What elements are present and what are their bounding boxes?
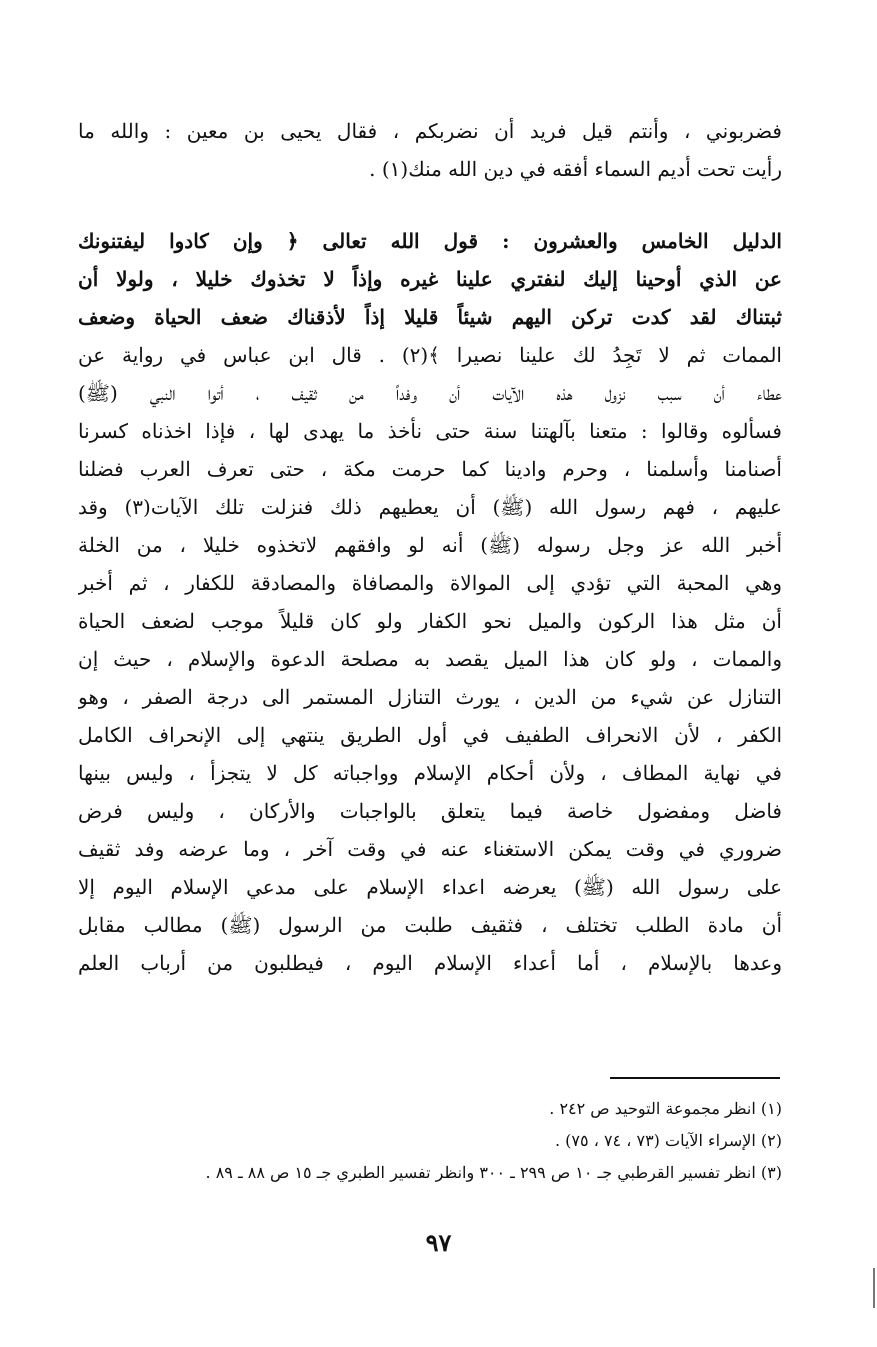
body-line: أن مادة الطلب تختلف ، فثقيف طلبت من الرسول (ﷺ) مطالب مقابل (78, 913, 782, 937)
footnotes (78, 1093, 782, 1189)
scan-edge-mark (873, 1268, 875, 1308)
body-line: فسألوه وقالوا : متعنا بآلهتنا سنة حتى نأخذ ما يهدى لها ، فإذا اخذناه كسرنا (78, 419, 782, 443)
body-line: على رسول الله (ﷺ) يعرضه اعداء الإسلام على مدعي الإسلام اليوم إلا (78, 875, 782, 899)
body-line: ضروري في وقت يمكن الاستغناء عنه في وقت آخر ، وما عرضه وفد ثقيف (78, 837, 782, 861)
body-line: أصنامنا وأسلمنا ، وحرم وادينا كما حرمت مكة ، حتى تعرف العرب فضلنا (78, 457, 782, 481)
body-line: والممات ، ولو كان هذا الميل يقصد به مصلحة الدعوة والإسلام ، حيث إن (78, 647, 782, 671)
body-line: عليهم ، فهم رسول الله (ﷺ) أن يعطيهم ذلك فنزلت تلك الآيات(٣) وقد (78, 495, 782, 519)
body-line: أن مثل هذا الركون والميل نحو الكفار ولو كان قليلاً موجب لضعف الحياة (78, 609, 782, 633)
body-line: وهي المحبة التي تؤدي إلى الموالاة والمصافاة والمصادقة للكفار ، ثم أخبر (78, 571, 782, 595)
footnote-divider (610, 1077, 780, 1079)
body-line: عطاء أن سبب نزول هذه الآيات أن وفداً من ثقيف ، أتوا النبي (ﷺ) (78, 381, 782, 405)
body-line: الممات ثم لا تَجِدُ لك علينا نصيرا ﴾(٢) . قال ابن عباس في رواية عن (78, 343, 782, 367)
body-line: فاضل ومفضول خاصة فيما يتعلق بالواجبات والأركان ، وليس فرض (78, 799, 782, 823)
body-line: الكفر ، لأن الانحراف الطفيف في أول الطريق ينتهي إلى الإنحراف الكامل (78, 723, 782, 747)
body-line: التنازل عن شيء من الدين ، يورث التنازل المستمر الى درجة الصفر ، وهو (78, 685, 782, 709)
body-line: عن الذي أوحينا إليك لنفتري علينا غيره وإذاً لا تخذوك خليلا ، ولولا أن (78, 267, 782, 291)
footnote: (٣) انظر تفسير القرطبي جـ ١٠ ص ٢٩٩ ـ ٣٠٠ وانظر تفسير الطبري جـ ١٥ ص ٨٨ ـ ٨٩ . (205, 1163, 782, 1182)
footnote: (١) انظر مجموعة التوحيد ص ٢٤٢ . (549, 1099, 782, 1118)
body-line: وعدها بالإسلام ، أما أعداء الإسلام اليوم ، فيطلبون من أرباب العلم (78, 951, 782, 975)
body-line: في نهاية المطاف ، ولأن أحكام الإسلام وواجباته كل لا يتجزأ ، وليس بينها (78, 761, 782, 785)
paragraph-gap (78, 188, 782, 222)
footnote: (٢) الإسراء الآيات (٧٣ ، ٧٤ ، ٧٥) . (555, 1131, 782, 1150)
body-line: فضربوني ، وأنتم قيل فريد أن نضربكم ، فقال يحيى بن معين : والله ما (78, 119, 782, 143)
body-line: أخبر الله عز وجل رسوله (ﷺ) أنه لو وافقهم لاتخذوه خليلا ، من الخلة (78, 533, 782, 557)
body-line: الدليل الخامس والعشرون : قول الله تعالى ﴿ وإن كادوا ليفتنونك (78, 229, 782, 253)
body-line: رأيت تحت أديم السماء أفقه في دين الله منك(١) . (369, 157, 782, 181)
page-number: ٩٧ (425, 1228, 452, 1257)
body-line: ثبتناك لقد كدت تركن اليهم شيئاً قليلا إذاً لأذقناك ضعف الحياة وضعف (78, 305, 782, 329)
main-text (78, 112, 782, 982)
